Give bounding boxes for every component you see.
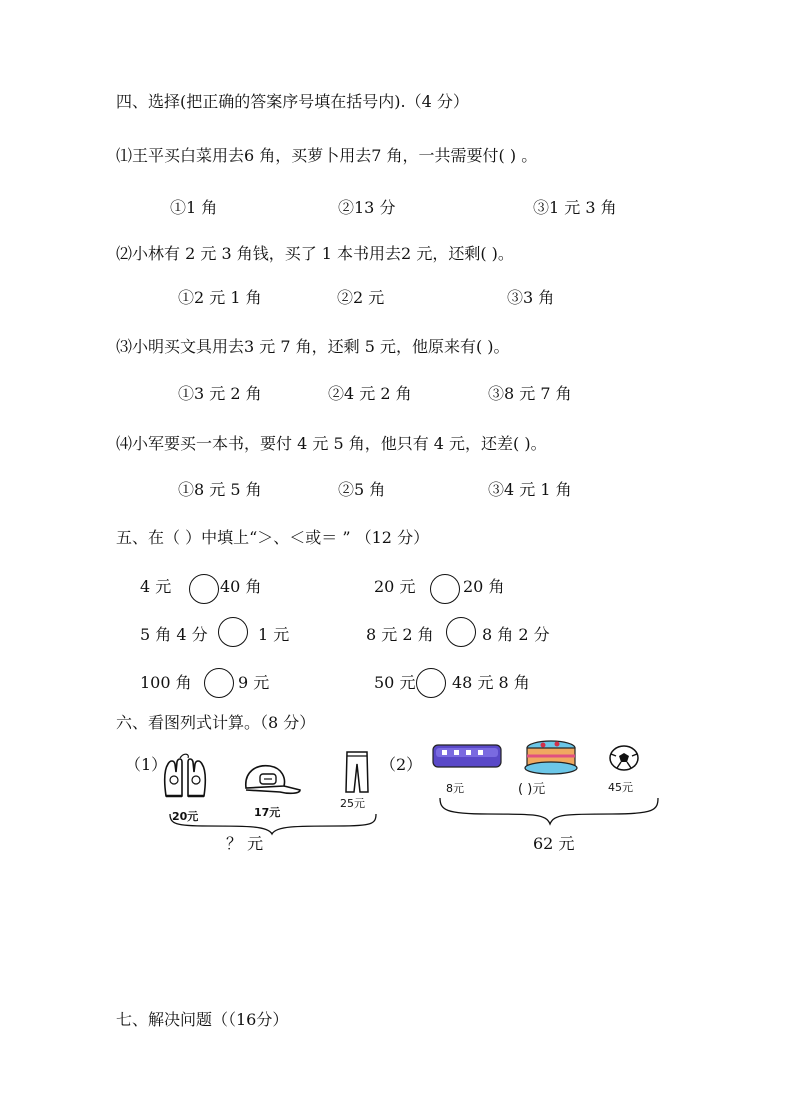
compare-r3c2-right: 48 元 8 角 — [452, 673, 530, 692]
question-2-text: ⑵小林有 2 元 3 角钱，买了 1 本书用去2 元，还剩( )。 — [116, 244, 514, 263]
q4-option-2: ②5 角 — [338, 480, 386, 499]
compare-r1c2-circle[interactable] — [430, 574, 460, 604]
q1-option-2: ②13 分 — [338, 198, 396, 217]
q1-option-1: ①1 角 — [170, 198, 218, 217]
question-3-text: ⑶小明买文具用去3 元 7 角，还剩 5 元，他原来有( )。 — [116, 337, 510, 356]
brace-2 — [438, 796, 662, 826]
section7-title: 七、解决问题（（16分） — [116, 1010, 289, 1029]
compare-r3c1-left: 100 角 — [140, 673, 192, 692]
part1-label: （1） — [125, 755, 168, 774]
part2-price-3: 45元 — [608, 781, 633, 794]
q2-option-1: ①2 元 1 角 — [178, 288, 262, 307]
compare-r2c2-circle[interactable] — [446, 617, 476, 647]
compare-r3c1-circle[interactable] — [204, 668, 234, 698]
compare-r1c2-left: 20 元 — [374, 577, 416, 596]
cake-icon — [523, 738, 579, 776]
part2-total: 62 元 — [533, 834, 575, 853]
q3-option-1: ①3 元 2 角 — [178, 384, 262, 403]
q4-option-3: ③4 元 1 角 — [488, 480, 572, 499]
part2-label: （2） — [380, 755, 423, 774]
compare-r3c2-left: 50 元 — [374, 673, 416, 692]
question-4-text: ⑷小军要买一本书，要付 4 元 5 角，他只有 4 元，还差( )。 — [116, 434, 547, 453]
part1-price-3: 25元 — [340, 797, 365, 810]
q3-option-3: ③8 元 7 角 — [488, 384, 572, 403]
cap-icon — [242, 760, 302, 800]
soccer-ball-icon — [607, 744, 641, 774]
pencil-case-icon — [432, 742, 502, 770]
q3-option-2: ②4 元 2 角 — [328, 384, 412, 403]
part1-total: ？ 元 — [226, 834, 264, 853]
compare-r3c2-circle[interactable] — [416, 668, 446, 698]
brace-1 — [168, 812, 380, 836]
pants-icon — [342, 748, 372, 794]
gloves-icon — [160, 752, 212, 804]
compare-r1c1-right: 40 角 — [220, 577, 262, 596]
q4-option-1: ①8 元 5 角 — [178, 480, 262, 499]
section5-title: 五、在（ ）中填上“＞、＜或＝ ” （12 分） — [116, 528, 430, 547]
compare-r2c2-right: 8 角 2 分 — [482, 625, 550, 644]
compare-r1c1-circle[interactable] — [189, 574, 219, 604]
q1-option-3: ③1 元 3 角 — [533, 198, 617, 217]
compare-r1c1-left: 4 元 — [140, 577, 172, 596]
compare-r2c2-left: 8 元 2 角 — [366, 625, 434, 644]
section4-title: 四、选择(把正确的答案序号填在括号内).（4 分） — [116, 92, 469, 111]
compare-r2c1-left: 5 角 4 分 — [140, 625, 208, 644]
compare-r3c1-right: 9 元 — [238, 673, 270, 692]
section6-title: 六、看图列式计算。（8 分） — [116, 713, 316, 732]
part1-price-1: 20元 — [172, 810, 199, 823]
part2-price-1: 8元 — [446, 782, 464, 795]
compare-r2c1-right: 1 元 — [258, 625, 290, 644]
q2-option-3: ③3 角 — [507, 288, 555, 307]
question-1-text: ⑴王平买白菜用去6 角，买萝卜用去7 角，一共需要付( ) 。 — [116, 146, 538, 165]
compare-r1c2-right: 20 角 — [463, 577, 505, 596]
part1-price-2: 17元 — [254, 806, 281, 819]
q2-option-2: ②2 元 — [337, 288, 385, 307]
compare-r2c1-circle[interactable] — [218, 617, 248, 647]
part2-price-2: ( )元 — [518, 782, 546, 797]
